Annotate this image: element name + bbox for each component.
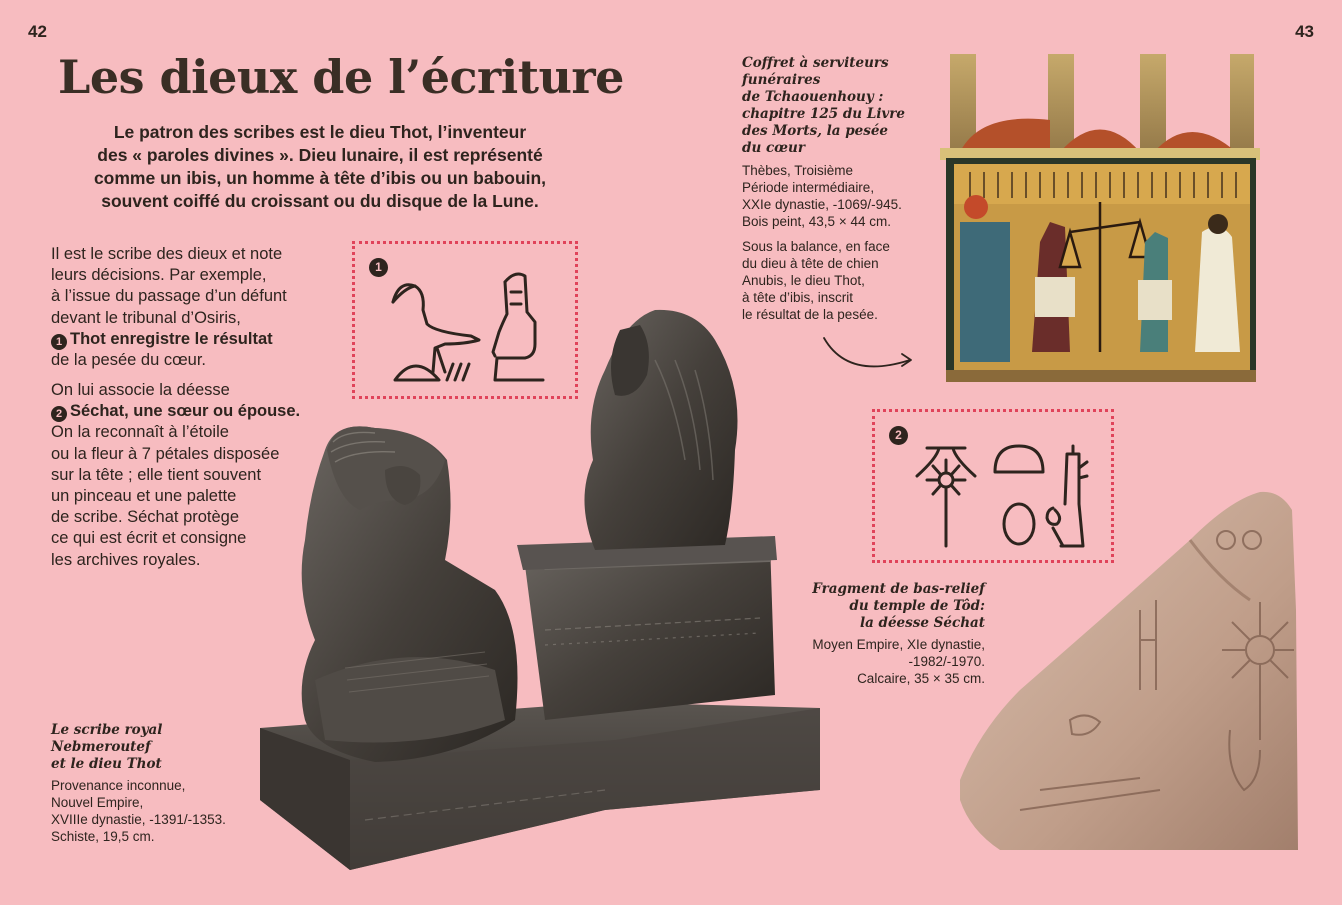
marker-badge: 1 [51, 334, 67, 350]
caption-line: Période intermédiaire, [742, 180, 875, 195]
caption-line: Moyen Empire, XIe dynastie, [812, 637, 985, 652]
text-line: à l’issue du passage d’un défunt [51, 287, 287, 306]
caption-line: XVIIIe dynastie, -1391/-1353. [51, 812, 226, 827]
intro-line: Le patron des scribes est le dieu Thot, l’inventeur [113, 122, 527, 142]
caption-title-line: Nebmeroutef [51, 739, 151, 755]
caption-line: Bois peint, 43,5 × 44 cm. [742, 214, 891, 229]
scribe-and-thot-statue-image [255, 300, 825, 900]
caption-title-line: du cœur [742, 140, 805, 156]
text-line: On lui associe la déesse [51, 381, 230, 399]
intro-line: souvent coiffé du croissant ou du disque de la Lune. [101, 191, 539, 211]
caption-title-line: funéraires [742, 72, 821, 88]
caption-title-line: Le scribe royal [51, 722, 163, 738]
caption-line: -1982/-1970. [908, 654, 985, 669]
text-line: ou la fleur à 7 pétales disposée [51, 444, 280, 463]
caption-title-line: la déesse Séchat [859, 615, 985, 631]
coffret-caption [742, 55, 905, 323]
caption-line: Calcaire, 35 × 35 cm. [857, 671, 985, 686]
page-number-right: 43 [1295, 22, 1314, 41]
page-number-left: 42 [28, 22, 47, 41]
caption-note-line: le résultat de la pesée. [742, 307, 878, 322]
page-title: Les dieux de l’écriture [58, 50, 624, 104]
box-number-badge: 2 [889, 426, 908, 445]
caption-title-line: Fragment de bas-relief [812, 581, 985, 597]
text-line-marked: 2 Séchat, une sœur ou épouse. [51, 401, 321, 422]
arrow-pointer-icon [818, 330, 918, 375]
caption-line: Schiste, 19,5 cm. [51, 829, 155, 844]
text-line: devant le tribunal d’Osiris, [51, 308, 241, 327]
text-line: de scribe. Séchat protège [51, 508, 240, 527]
box-number-badge: 1 [369, 258, 388, 277]
caption-title-line: chapitre 125 du Livre [742, 106, 905, 122]
caption-line: Nouvel Empire, [51, 795, 144, 810]
fragment-caption [800, 581, 985, 687]
text-line: leurs décisions. Par exemple, [51, 266, 267, 285]
text-line: de la pesée du cœur. [51, 351, 207, 370]
sechat-relief-fragment-image [960, 490, 1300, 850]
caption-title-line: et le dieu Thot [51, 756, 162, 772]
marker-badge: 2 [51, 406, 67, 422]
caption-title-line: de Tchaouenhouy : [742, 89, 884, 105]
text-line: sur la tête ; elle tient souvent [51, 465, 262, 484]
text-line: On la reconnaît à l’étoile [51, 423, 229, 442]
text-line: ce qui est écrit et consigne [51, 529, 247, 548]
caption-line: XXIe dynastie, -1069/-945. [742, 197, 902, 212]
scribe-statue-caption [51, 722, 226, 845]
intro-line: comme un ibis, un homme à tête d’ibis ou un babouin, [93, 168, 547, 188]
intro-paragraph [40, 121, 600, 213]
text-line: les archives royales. [51, 550, 201, 569]
intro-line: des « paroles divines ». Dieu lunaire, il est représenté [97, 145, 543, 165]
caption-title-line: des Morts, la pesée [742, 123, 889, 139]
caption-title-line: du temple de Tôd: [849, 598, 985, 614]
caption-line: Thèbes, Troisième [742, 163, 854, 178]
text-line-marked: 1 Thot enregistre le résultat [51, 329, 321, 350]
caption-note-line: Sous la balance, en face [742, 239, 890, 254]
caption-title-line: Coffret à serviteurs [742, 55, 889, 71]
coffret-painting-image [940, 52, 1260, 382]
caption-line: Provenance inconnue, [51, 778, 186, 793]
text-line: Il est le scribe des dieux et note [51, 245, 283, 263]
caption-note-line: à tête d’ibis, inscrit [742, 290, 854, 305]
caption-note-line: du dieu à tête de chien [742, 256, 879, 271]
caption-note-line: Anubis, le dieu Thot, [742, 273, 865, 288]
text-line: un pinceau et une palette [51, 487, 237, 506]
